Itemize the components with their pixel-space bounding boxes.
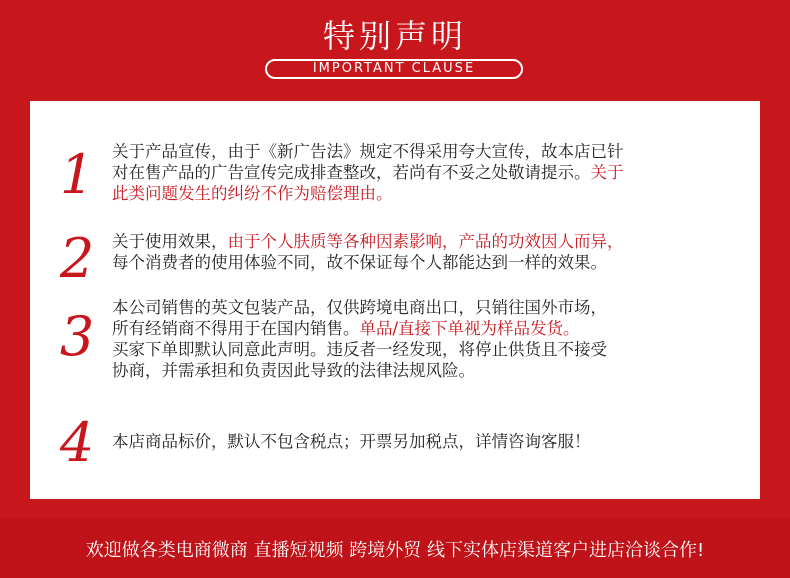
clause-number: 3 [59, 305, 95, 368]
body-text: 关于产品宣传，由于《新广告法》规定不得采用夸大宣传，故本店已针 [112, 142, 624, 161]
body-text: 所有经销商不得用于在国内销售。 [112, 319, 360, 338]
body-text: 关于使用效果， [112, 232, 228, 251]
highlighted-text: 此类问题发生的纠纷不作为赔偿理由。 [112, 184, 393, 203]
clause-text [112, 231, 742, 273]
highlighted-text: 关于 [590, 163, 624, 182]
clause-number: 4 [59, 411, 95, 474]
clause-text [112, 297, 742, 381]
highlighted-text: 由于个人肤质等各种因素影响，产品的功效因人而异， [227, 232, 624, 251]
body-text: 买家下单即默认同意此声明。违反者一经发现，将停止供货且不接受 [112, 340, 607, 359]
clause-line [112, 231, 742, 252]
clause-text [112, 431, 742, 452]
clause-line [112, 252, 742, 273]
page-subtitle: IMPORTANT CLAUSE [265, 59, 523, 79]
clause-line [112, 431, 742, 452]
highlighted-text: 单品/直接下单视为样品发货。 [359, 319, 580, 338]
clause-line [112, 141, 742, 162]
clause-number: 1 [59, 143, 95, 206]
clause-line [112, 360, 742, 381]
clause-line [112, 183, 742, 204]
footer-banner [0, 518, 790, 578]
body-text: 本店商品标价，默认不包含税点；开票另加税点，详情咨询客服！ [112, 432, 591, 451]
clause-panel [30, 101, 760, 499]
page-title: 特别声明 [322, 17, 467, 55]
clause-line [112, 297, 742, 318]
clause-text [112, 141, 742, 204]
footer-text: 欢迎做各类电商微商 直播短视频 跨境外贸 线下实体店渠道客户进店洽谈合作! [85, 540, 705, 561]
body-text: 对在售产品的广告宣传完成排查整改，若尚有不妥之处敬请提示。 [112, 163, 591, 182]
clause-line [112, 318, 742, 339]
body-text: 每个消费者的使用体验不同，故不保证每个人都能达到一样的效果。 [112, 253, 607, 272]
clause-line [112, 339, 742, 360]
body-text: 本公司销售的英文包装产品，仅供跨境电商出口，只销往国外市场， [112, 298, 607, 317]
body-text: 协商，并需承担和负责因此导致的法律法规风险。 [112, 361, 475, 380]
clause-number: 2 [59, 227, 95, 290]
clause-line [112, 162, 742, 183]
